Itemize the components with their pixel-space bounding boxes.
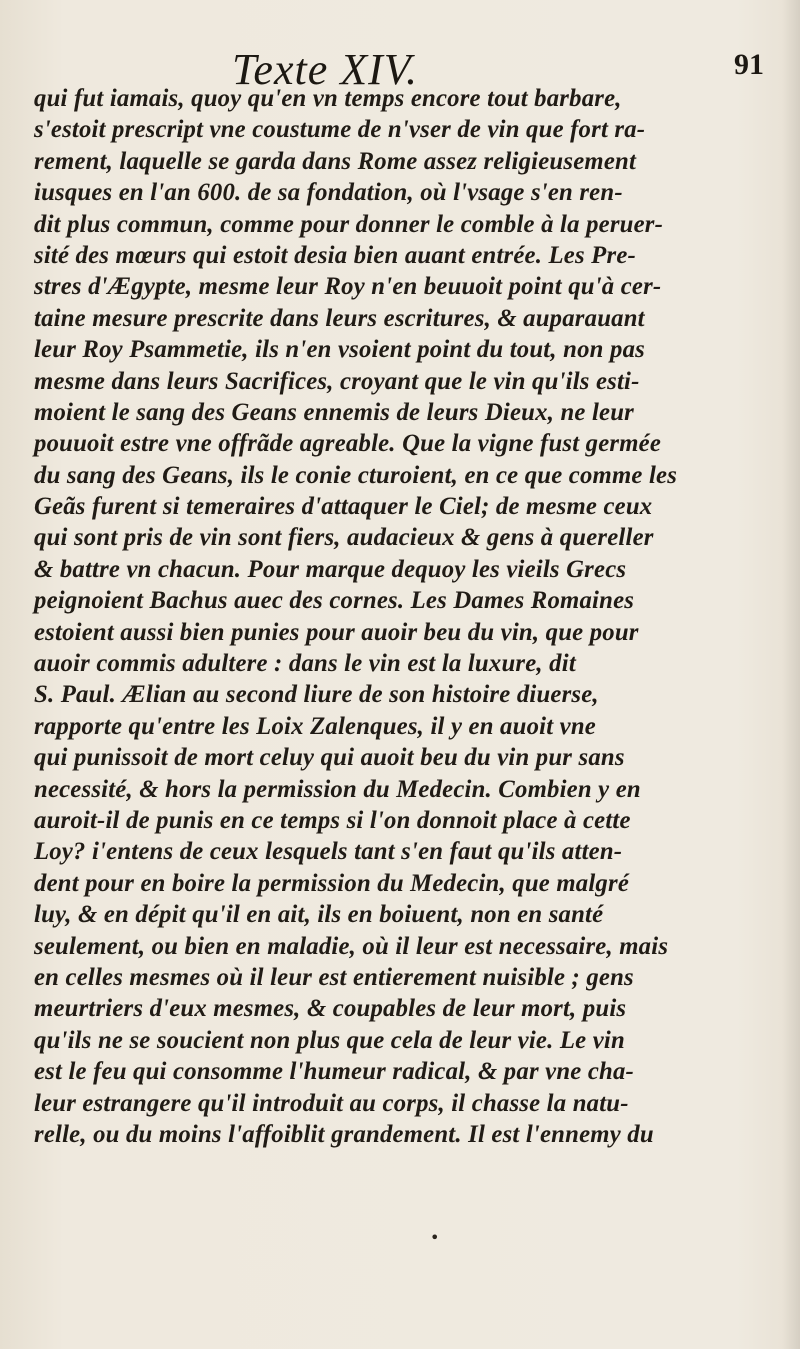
text-line: peignoient Bachus auec des cornes. Les Dames Romaines: [34, 587, 635, 615]
text-line: iusques en l'an 600. de sa fondation, où l'vsage s'en ren-: [34, 179, 623, 207]
text-line: du sang des Geans, ils le conie cturoient, en ce que comme les: [34, 461, 678, 489]
text-line: s'estoit prescript vne coustume de n'vser de vin que fort ra-: [34, 116, 646, 144]
text-line: qu'ils ne se soucient non plus que cela de leur vie. Le vin: [34, 1026, 625, 1054]
text-line: & battre vn chacun. Pour marque dequoy les vieils Grecs: [34, 555, 627, 583]
text-line: rement, laquelle se garda dans Rome assez religieusement: [34, 147, 637, 175]
text-line: en celles mesmes où il leur est entierement nuisible ; gens: [34, 963, 634, 991]
text-line: moient le sang des Geans ennemis de leurs Dieux, ne leur: [34, 398, 635, 426]
page-edge-shadow: [782, 0, 800, 1349]
text-line: relle, ou du moins l'affoiblit grandement. Il est l'ennemy du: [34, 1120, 654, 1148]
text-line: estoient aussi bien punies pour auoir beu du vin, que pour: [34, 618, 639, 646]
text-line: stres d'Ægypte, mesme leur Roy n'en beuuoit point qu'à cer-: [34, 273, 662, 301]
text-line: seulement, ou bien en maladie, où il leur est necessaire, mais: [34, 932, 669, 960]
text-line: necessité, & hors la permission du Medecin. Combien y en: [34, 775, 641, 803]
text-line: est le feu qui consomme l'humeur radical, & par vne cha-: [34, 1058, 634, 1086]
text-line: leur estrangere qu'il introduit au corps, il chasse la natu-: [34, 1089, 629, 1117]
text-line: qui punissoit de mort celuy qui auoit beu du vin pur sans: [34, 744, 625, 772]
text-line: luy, & en dépit qu'il en ait, ils en boiuent, non en santé: [34, 901, 604, 929]
text-line: pouuoit estre vne offrãde agreable. Que la vigne fust germée: [34, 430, 662, 458]
text-line: dit plus commun, comme pour donner le comble à la peruer-: [34, 210, 664, 238]
text-line: taine mesure prescrite dans leurs escritures, & auparauant: [34, 304, 645, 332]
text-line: Geãs furent si temeraires d'attaquer le Ciel; de mesme ceux: [34, 493, 653, 521]
text-line: rapporte qu'entre les Loix Zalenques, il y en auoit vne: [34, 712, 596, 740]
text-line: mesme dans leurs Sacrifices, croyant que le vin qu'ils esti-: [34, 367, 640, 395]
text-line: Loy? i'entens de ceux lesquels tant s'en faut qu'ils atten-: [34, 838, 623, 866]
body-text: [34, 83, 794, 1150]
page-number: 91: [734, 48, 764, 81]
text-line: dent pour en boire la permission du Medecin, que malgré: [34, 869, 629, 897]
text-line: auroit-il de punis en ce temps si l'on donnoit place à cette: [34, 806, 631, 834]
text-line: qui fut iamais, quoy qu'en vn temps encore tout barbare,: [34, 85, 622, 112]
ornament-mark: •: [430, 1228, 440, 1247]
text-line: qui sont pris de vin sont fiers, audacieux & gens à quereller: [34, 524, 654, 552]
text-line: meurtriers d'eux mesmes, & coupables de leur mort, puis: [34, 995, 627, 1023]
text-line: S. Paul. Ælian au second liure de son histoire diuerse,: [34, 681, 599, 709]
text-line: sité des mœurs qui estoit desia bien auant entrée. Les Pre-: [34, 241, 636, 269]
text-line: leur Roy Psammetie, ils n'en vsoient point du tout, non pas: [34, 336, 645, 364]
text-line: auoir commis adultere : dans le vin est la luxure, dit: [34, 650, 576, 678]
running-title: Texte XIV.: [232, 45, 418, 94]
